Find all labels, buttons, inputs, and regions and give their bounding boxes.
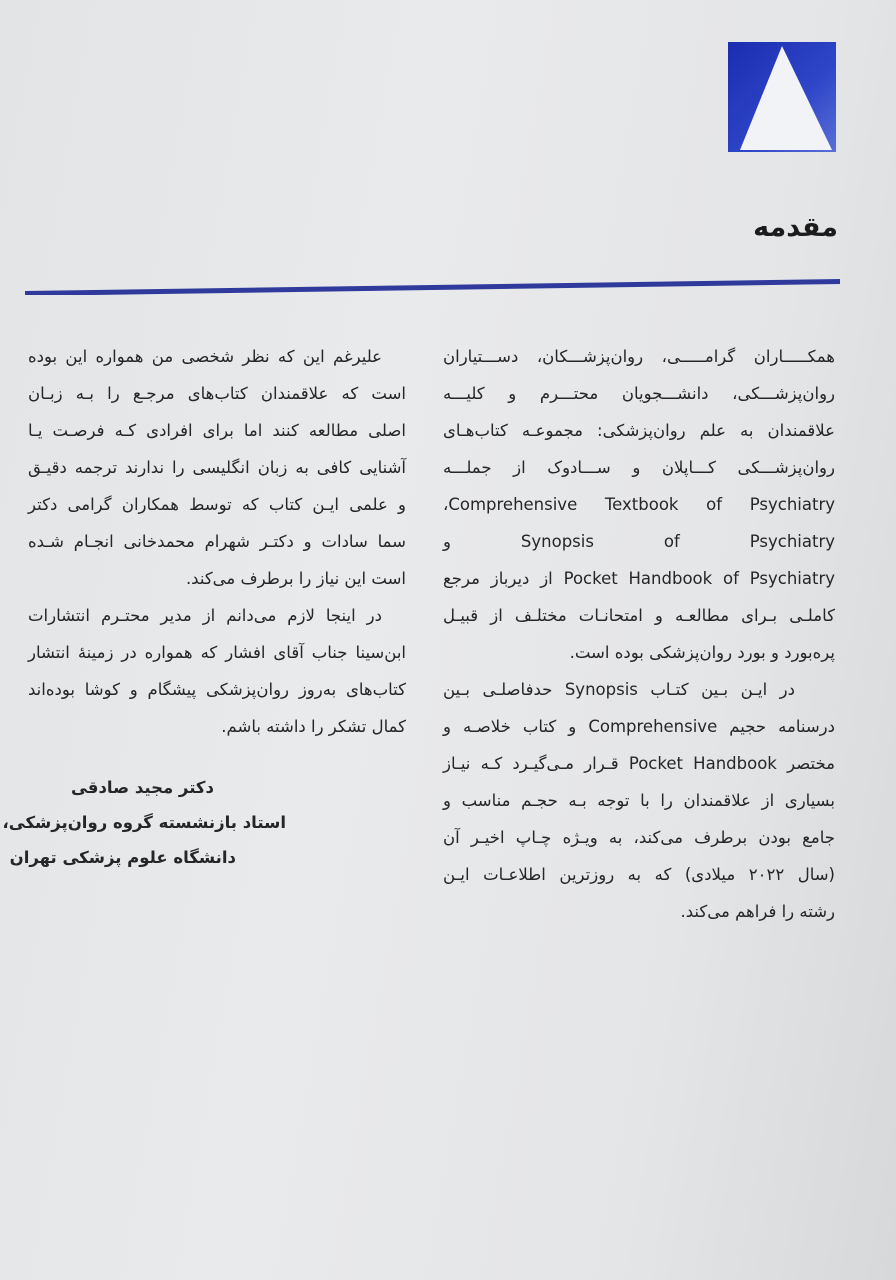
text-line: روان‌پزشـــکی، دانشـــجویان محتـــرم و کلیـــه [443, 384, 835, 403]
left-column [28, 338, 406, 745]
intro-paragraph [443, 338, 835, 671]
signature-block [2, 770, 406, 875]
text-line: علاقمندان به علم روان‌پزشکی: مجموعـه کتاب‌هـای [443, 421, 835, 440]
text-line: اصلی مطالعه کنند اما برای افرادی کـه فرصـت یـا [28, 421, 406, 440]
thanks-paragraph [28, 597, 406, 745]
text-line: درسنامه حجیم Comprehensive و کتاب خلاصـه و [443, 717, 836, 736]
synopsis-paragraph [443, 671, 835, 930]
author-name: دکتر مجید صادقی [70, 778, 214, 797]
text-line: و علمی ایـن کتاب که توسط همکاران گرامی دکتر [28, 495, 406, 514]
text-line: کاملـی بـرای مطالعـه و امتحانـات مختلـف از قبیـل [443, 606, 835, 625]
text-line: (سال ۲۰۲۲ میلادی) که به روزترین اطلاعـات ایـن [443, 865, 835, 884]
text-line: رشته را فراهم می‌کند. [680, 902, 835, 921]
text-line: سما سادات و دکتـر شهرام محمدخانی انجـام شـده [28, 532, 406, 551]
text-line: آشنایی کافی به زبان انگلیسی را ندارند ترجمه دقیـق [28, 458, 406, 477]
author-position: استاد بازنشسته گروه روان‌پزشکی، [2, 813, 286, 832]
text-line: همکـــــاران گرامـــــی، روان‌پزشـــکان، دســـتیاران [443, 347, 835, 366]
text-line: کمال تشکر را داشته باشم. [221, 717, 406, 736]
right-column [443, 338, 835, 930]
text-line: است که علاقمندان کتاب‌های مرجـع را بـه زبـان [28, 384, 406, 403]
text-line: بسیاری از علاقمندان را با توجه بـه حجـم مناسب و [443, 791, 835, 810]
author-affiliation: دانشگاه علوم پزشکی تهران [9, 848, 236, 867]
text-line: در ایـن بـین کتـاب Synopsis حدفاصلـی بـین [443, 680, 795, 699]
text-line: جامع بودن برطرف می‌کند، به ویـژه چـاپ اخیـر آن [443, 828, 835, 847]
title-divider [25, 275, 840, 295]
text-line: علیرغم این که نظر شخصی من همواره این بوده [28, 347, 382, 366]
text-line: Synopsis of Psychiatry و [443, 532, 835, 551]
text-line: ابن‌سینا جناب آقای افشار که همواره در زمینهٔ انتشار [28, 643, 406, 662]
text-line: Pocket Handbook of Psychiatry از دیرباز مرجع [443, 569, 835, 588]
text-line: روان‌پزشـــکی کـــاپلان و ســـادوک از جملـــه [443, 458, 835, 477]
text-line: در اینجا لازم می‌دانم از مدیر محتـرم انتشارات [28, 606, 382, 625]
text-line: مختصر Pocket Handbook قـرار مـی‌گیـرد کـه نیـاز [443, 754, 835, 773]
text-line: Comprehensive Textbook of Psychiatry، [443, 495, 835, 514]
page-title: مقدمه [753, 212, 838, 243]
text-line: پره‌بورد و بورد روان‌پزشکی بوده است. [569, 643, 835, 662]
text-line: است این نیاز را برطرف می‌کند. [185, 569, 406, 588]
publisher-logo-icon [728, 42, 836, 152]
text-line: کتاب‌های به‌روز روان‌پزشکی پیشگام و کوشا بوده‌اند [28, 680, 406, 699]
translation-paragraph [28, 338, 406, 597]
